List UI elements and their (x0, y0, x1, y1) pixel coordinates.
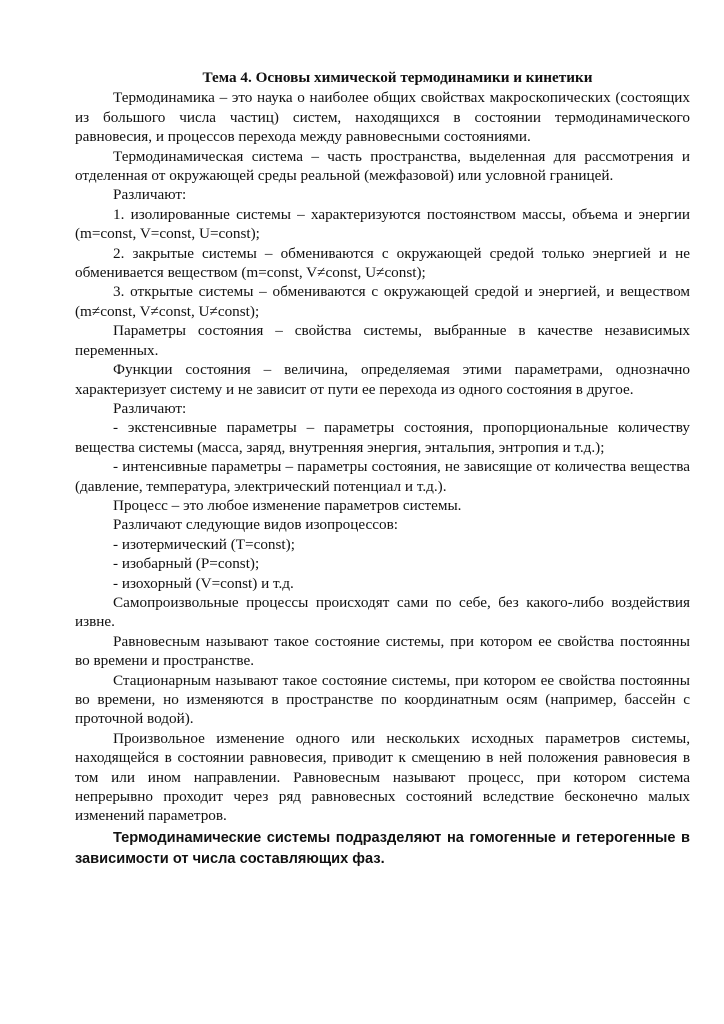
list-item-isolated-systems: 1. изолированные системы – характеризуются постоянством массы, объема и энергии (m=const, V=const, U=const); (75, 205, 690, 243)
paragraph-equilibrium-shift: Произвольное изменение одного или нескольких исходных параметров системы, находящейся в состоянии равновесия, приводит к смещению в ней положения равновесия в том или ином направлении. Равновесным называют процесс, при котором система непрерывно проходит через ряд равновесных состояний вследствие бесконечно малых изменений параметров. (75, 729, 690, 825)
list-item-intensive-parameters: - интенсивные параметры – параметры состояния, не зависящие от количества вещества (давление, температура, электрический потенциал и т.д.). (75, 458, 690, 495)
list-item-closed-systems: 2. закрытые системы – обмениваются с окружающей средой только энергией и не обменивается веществом (m=const, V≠const, U≠const); (75, 244, 690, 282)
list-item-isothermal: - изотермический (T=const); (113, 535, 295, 553)
paragraph-process-definition: Процесс – это любое изменение параметров системы. (113, 496, 462, 514)
paragraph-state-parameters: Параметры состояния – свойства системы, выбранные в качестве независимых переменных. (75, 322, 690, 359)
list-item-isochoric: - изохорный (V=const) и т.д. (113, 574, 294, 592)
paragraph-distinguish-2: Различают: (113, 399, 187, 417)
list-item-open-systems: 3. открытые системы – обмениваются с окружающей средой и энергией, и веществом (m≠const, V≠const, U≠const); (75, 283, 690, 320)
paragraph-distinguish-1: Различают: (113, 186, 187, 204)
document-page (75, 68, 690, 870)
paragraph-system-definition: Термодинамическая система – часть пространства, выделенная для рассмотрения и отделенная от окружающей среды реальной (межфазовой) или условной границей. (75, 147, 690, 185)
page-title: Тема 4. Основы химической термодинамики и кинетики (202, 69, 593, 86)
paragraph-spontaneous-processes: Самопроизвольные процессы происходят сами по себе, без какого-либо воздействия извне. (75, 593, 690, 631)
list-item-extensive-parameters: - экстенсивные параметры – параметры состояния, пропорциональные количеству вещества системы (масса, заряд, внутренняя энергия, энтальпия, энтропия и т.д.); (75, 419, 690, 456)
paragraph-isoprocesses-intro: Различают следующие видов изопроцессов: (113, 516, 398, 534)
list-item-isobaric: - изобарный (P=const); (113, 555, 260, 573)
paragraph-thermodynamics-definition: Термодинамика – это наука о наиболее общих свойствах макроскопических (состоящих из большого числа частиц) систем, находящихся в состоянии термодинамического равновесия, и процессов перехода между равновесными состояниями. (75, 89, 690, 146)
paragraph-stationary-state: Стационарным называют такое состояние системы, при котором ее свойства постоянны во времени, но изменяются в пространстве по координатным осям (например, бассейн с проточной водой). (75, 671, 690, 728)
paragraph-state-functions: Функции состояния – величина, определяемая этими параметрами, однозначно характеризует систему и не зависит от пути ее перехода из одного состояния в другое. (75, 361, 690, 398)
paragraph-closing-bold: Термодинамические системы подразделяют на гомогенные и гетерогенные в зависимости от числа составляющих фаз. (75, 829, 690, 867)
paragraph-equilibrium-state: Равновесным называют такое состояние системы, при котором ее свойства постоянны во времени и пространстве. (75, 632, 690, 670)
